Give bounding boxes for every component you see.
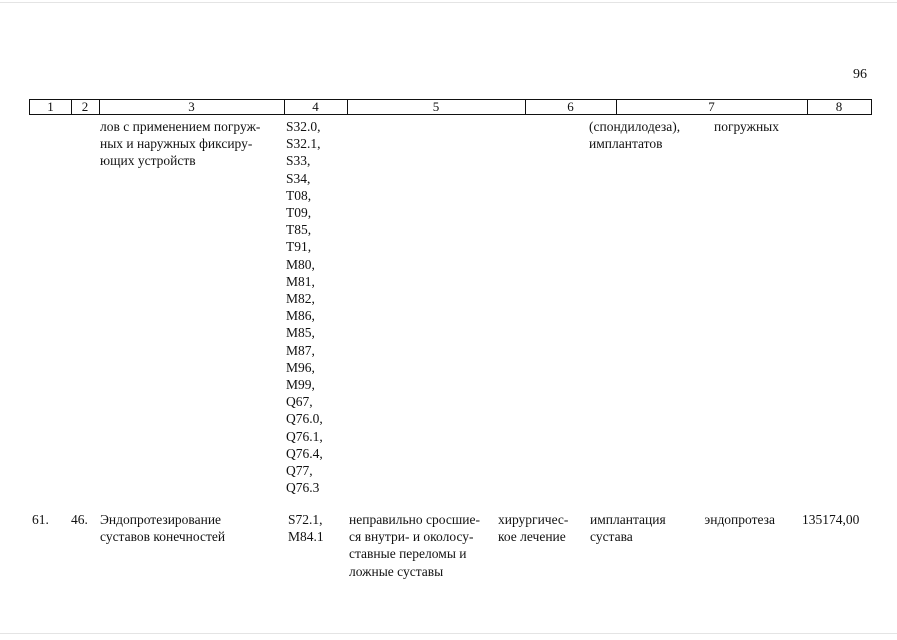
scan-top-edge (0, 2, 897, 3)
row-61-col4-codes (288, 511, 324, 545)
header-col-6: 6 (567, 99, 574, 114)
row-61-col5 (349, 511, 480, 580)
row-61-subnumber: 46. (71, 512, 88, 527)
diagnosis-code: S32.1, (286, 136, 321, 152)
text-line: неправильно сросшие- (349, 512, 480, 527)
diagnosis-code: M80, (286, 256, 315, 272)
diagnosis-code: S32.0, (286, 119, 321, 134)
text-line: ся внутри- и околосу- (349, 529, 474, 545)
diagnosis-code: T08, (286, 187, 312, 203)
text-line (100, 118, 284, 135)
diagnosis-code: M85, (286, 325, 315, 341)
text-fragment: эндопротеза (704, 512, 775, 527)
text-line: сустава (590, 529, 633, 545)
diagnosis-code: M84.1 (288, 529, 324, 545)
text-fragment: (спондилодеза), (589, 119, 681, 134)
diagnosis-code: Q67, (286, 394, 313, 410)
diagnosis-code: S34, (286, 170, 311, 186)
text-line: хирургичес- (498, 512, 569, 527)
row-61-price: 135174,00 (802, 512, 860, 527)
diagnosis-code: M99, (286, 377, 315, 393)
row-61-col3 (100, 511, 225, 545)
header-col-7: 7 (708, 99, 715, 114)
text-line: суставов конечностей (100, 529, 226, 545)
diagnosis-code: M86, (286, 308, 315, 324)
text-line: имплантатов (589, 136, 663, 152)
diagnosis-code: Q77, (286, 463, 313, 479)
diagnosis-code: M81, (286, 273, 315, 289)
row-61-col6 (498, 511, 568, 545)
diagnosis-code: S33, (286, 153, 311, 169)
diagnosis-code: T09, (286, 205, 312, 221)
diagnosis-code: Q76.4, (286, 445, 323, 461)
continuation-col3 (100, 118, 284, 170)
page-number: 96 (853, 67, 867, 82)
text-line: кое лечение (498, 529, 566, 545)
text-line: ложные суставы (349, 563, 444, 579)
header-col-4: 4 (312, 99, 319, 114)
diagnosis-code: M96, (286, 359, 315, 375)
scan-bottom-edge (0, 633, 897, 634)
continuation-col4-codes (286, 118, 323, 496)
header-col-2: 2 (81, 99, 89, 114)
text-fragment: имплантация (590, 512, 666, 527)
diagnosis-code: M82, (286, 291, 315, 307)
diagnosis-code: S72.1, (288, 512, 323, 527)
text-line: ющих устройств (100, 153, 196, 169)
header-col-1: 1 (47, 99, 54, 114)
diagnosis-code: T85, (286, 222, 312, 238)
text-fragment: лов с применением погруж- (100, 119, 261, 134)
diagnosis-code: M87, (286, 342, 315, 358)
diagnosis-code: Q76.1, (286, 428, 323, 444)
continuation-col7 (589, 118, 779, 152)
header-col-5: 5 (432, 99, 440, 114)
text-line (589, 118, 779, 135)
header-col-3: 3 (188, 99, 195, 114)
header-col-8: 8 (835, 99, 843, 114)
diagnosis-code: Q76.3 (286, 480, 320, 496)
text-line: ставные переломы и (349, 546, 467, 562)
diagnosis-code: Q76.0, (286, 411, 323, 427)
text-line: ных и наружных фиксиру- (100, 136, 253, 152)
diagnosis-code: T91, (286, 239, 312, 255)
text-line: Эндопротезирование (100, 512, 222, 527)
text-fragment: погружных (713, 119, 779, 134)
row-61-number: 61. (32, 512, 49, 527)
row-61-col7 (590, 511, 775, 545)
text-line (590, 511, 775, 528)
table-header-row (29, 99, 872, 115)
